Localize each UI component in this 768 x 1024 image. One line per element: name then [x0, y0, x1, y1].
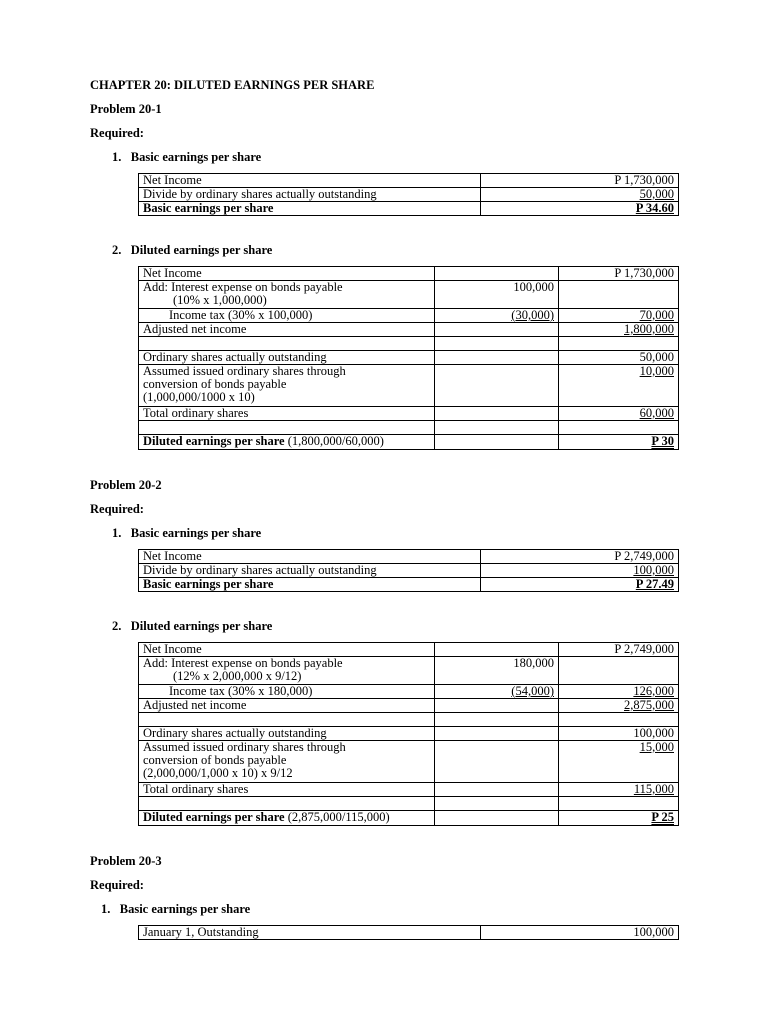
problem-2-diluted-heading: 2. Diluted earnings per share	[112, 619, 273, 633]
table-row	[139, 685, 679, 699]
problem-2-basic-heading: 1. Basic earnings per share	[112, 526, 262, 540]
table-row	[139, 564, 679, 578]
problem-1-diluted-heading: 2. Diluted earnings per share	[112, 243, 273, 257]
table-row	[139, 741, 679, 783]
row-label: Basic earnings per share	[139, 578, 481, 592]
row-label: Ordinary shares actually outstanding	[139, 351, 435, 365]
row-middle-value: 100,000	[435, 281, 559, 309]
row-label: Adjusted net income	[139, 699, 435, 713]
row-label-line3: (1,000,000/1000 x 10)	[143, 390, 255, 404]
problem-1-basic-table	[138, 173, 679, 216]
problem-3-basic-table	[138, 925, 679, 940]
row-label-line3: (2,000,000/1,000 x 10) x 9/12	[143, 766, 293, 780]
table-row	[139, 643, 679, 657]
problem-1-diluted-table	[138, 266, 679, 450]
row-label: Add: Interest expense on bonds payable	[143, 656, 343, 670]
diluted-eps-value: P 25	[651, 810, 674, 824]
table-row	[139, 699, 679, 713]
basic-eps-value: P 27.49	[635, 577, 674, 591]
table-row	[139, 783, 679, 797]
table-row	[139, 174, 679, 188]
table-row	[139, 727, 679, 741]
row-label: Assumed issued ordinary shares through	[143, 740, 346, 754]
row-label: Total ordinary shares	[139, 407, 435, 421]
row-label: Basic earnings per share	[139, 202, 481, 216]
row-value: 100,000	[633, 563, 674, 577]
row-label-sub: (12% x 2,000,000 x 9/12)	[173, 669, 302, 683]
basic-eps-value: P 34.60	[635, 201, 674, 215]
problem-1-basic-heading: 1. Basic earnings per share	[112, 150, 262, 164]
row-label: Add: Interest expense on bonds payable	[143, 280, 343, 294]
table-row	[139, 309, 679, 323]
diluted-eps-calc: (1,800,000/60,000)	[284, 434, 384, 448]
row-label: Income tax (30% x 180,000)	[169, 684, 313, 698]
table-row-spacer	[139, 713, 679, 727]
table-row	[139, 811, 679, 826]
row-label: Ordinary shares actually outstanding	[139, 727, 435, 741]
table-row	[139, 550, 679, 564]
row-value: 115,000	[633, 782, 674, 796]
row-value: 50,000	[559, 351, 679, 365]
row-value: 2,875,000	[624, 698, 674, 712]
row-label: Divide by ordinary shares actually outstanding	[139, 564, 481, 578]
row-value: 10,000	[639, 364, 674, 378]
row-middle-value: 180,000	[435, 657, 559, 685]
row-value: 126,000	[633, 684, 674, 698]
row-label: Net Income	[139, 267, 435, 281]
problem-1-required: Required:	[90, 126, 144, 140]
row-value: 100,000	[481, 926, 679, 940]
row-middle-value: (30,000)	[511, 308, 554, 322]
row-label: Assumed issued ordinary shares through	[143, 364, 346, 378]
row-value: 100,000	[559, 727, 679, 741]
table-row	[139, 926, 679, 940]
problem-3-required: Required:	[90, 878, 144, 892]
row-value: P 2,749,000	[559, 643, 679, 657]
row-value: P 2,749,000	[481, 550, 679, 564]
table-row	[139, 435, 679, 450]
table-row-spacer	[139, 421, 679, 435]
problem-2-required: Required:	[90, 502, 144, 516]
table-row	[139, 281, 679, 309]
row-label: January 1, Outstanding	[139, 926, 481, 940]
diluted-eps-label: Diluted earnings per share	[143, 810, 285, 824]
problem-1-title: Problem 20-1	[90, 102, 162, 116]
row-label-line2: conversion of bonds payable	[143, 753, 287, 767]
table-row-spacer	[139, 337, 679, 351]
table-row	[139, 202, 679, 216]
row-value: 1,800,000	[624, 322, 674, 336]
chapter-title: CHAPTER 20: DILUTED EARNINGS PER SHARE	[90, 78, 375, 92]
row-value: 70,000	[639, 308, 674, 322]
row-label-sub: (10% x 1,000,000)	[173, 293, 267, 307]
problem-3-basic-heading: 1. Basic earnings per share	[101, 902, 251, 916]
diluted-eps-label: Diluted earnings per share	[143, 434, 285, 448]
table-row	[139, 578, 679, 592]
problem-2-basic-table	[138, 549, 679, 592]
row-value: 15,000	[639, 740, 674, 754]
row-middle-value: (54,000)	[511, 684, 554, 698]
row-value: 60,000	[639, 406, 674, 420]
table-row-spacer	[139, 797, 679, 811]
row-value: 50,000	[639, 187, 674, 201]
table-row	[139, 351, 679, 365]
row-value: P 1,730,000	[559, 267, 679, 281]
diluted-eps-value: P 30	[651, 434, 674, 448]
row-label: Net Income	[139, 643, 435, 657]
table-row	[139, 267, 679, 281]
row-label: Income tax (30% x 100,000)	[169, 308, 313, 322]
row-label: Net Income	[139, 174, 481, 188]
table-row	[139, 365, 679, 407]
row-label-line2: conversion of bonds payable	[143, 377, 287, 391]
row-label: Total ordinary shares	[139, 783, 435, 797]
problem-2-diluted-table	[138, 642, 679, 826]
table-row	[139, 657, 679, 685]
row-label: Divide by ordinary shares actually outstanding	[139, 188, 481, 202]
table-row	[139, 323, 679, 337]
row-label: Adjusted net income	[139, 323, 435, 337]
problem-3-title: Problem 20-3	[90, 854, 162, 868]
diluted-eps-calc: (2,875,000/115,000)	[284, 810, 390, 824]
row-value: P 1,730,000	[481, 174, 679, 188]
row-label: Net Income	[139, 550, 481, 564]
problem-2-title: Problem 20-2	[90, 478, 162, 492]
table-row	[139, 407, 679, 421]
table-row	[139, 188, 679, 202]
